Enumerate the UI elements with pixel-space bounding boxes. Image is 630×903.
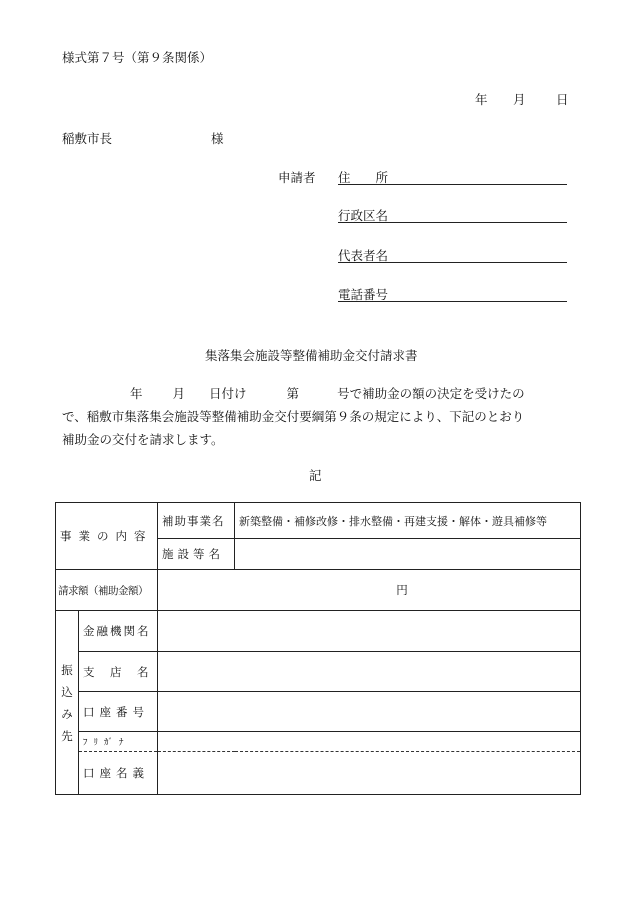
facility-name-label: 施設等名 — [158, 539, 235, 570]
addressee-honorific: 様 — [211, 131, 224, 146]
body-paragraph — [62, 382, 574, 451]
account-holder-value[interactable] — [158, 752, 581, 795]
transfer-destination-label — [56, 611, 79, 795]
branch-name-label: 支 店 名 — [79, 652, 158, 692]
date-year: 年 — [475, 92, 488, 107]
account-number-label: 口座番号 — [79, 692, 158, 732]
district-label: 行政区名 — [338, 208, 389, 223]
body-line-1 — [62, 382, 574, 405]
ki-heading: 記 — [309, 468, 322, 483]
request-amount-label: 請求額（補助金額） — [56, 570, 158, 611]
body-dated: 日付け — [209, 386, 247, 401]
business-content-label: 事業の内容 — [56, 503, 158, 570]
body-line-2: で、稲敷市集落集会施設等整備補助金交付要綱第９条の規定により、下記のとおり — [62, 409, 525, 424]
body-year: 年 — [130, 386, 143, 401]
transfer-char: 振 — [61, 662, 73, 677]
form-number: 様式第７号（第９条関係） — [62, 50, 213, 65]
district-field[interactable] — [338, 206, 567, 223]
transfer-char: 込 — [61, 684, 73, 699]
furigana-value[interactable] — [158, 732, 581, 752]
bank-name-value[interactable] — [158, 611, 581, 652]
body-month: 月 — [172, 386, 186, 401]
applicant-label: 申請者 — [278, 170, 316, 185]
phone-field[interactable] — [338, 285, 567, 302]
branch-name-value[interactable] — [158, 652, 581, 692]
yen-unit: 円 — [396, 583, 408, 597]
bank-name-label: 金融機関名 — [79, 611, 158, 652]
address-label: 住 所 — [338, 170, 389, 185]
document-title: 集落集会施設等整備補助金交付請求書 — [205, 348, 418, 363]
body-dai: 第 — [286, 386, 300, 401]
representative-field[interactable] — [338, 246, 567, 263]
date-day: 日 — [556, 92, 569, 107]
request-amount-value[interactable] — [158, 570, 581, 611]
body-line1-end: 号で補助金の額の決定を受けたの — [337, 386, 525, 401]
transfer-char: 先 — [61, 728, 73, 743]
address-field[interactable] — [338, 168, 567, 185]
phone-label: 電話番号 — [338, 287, 389, 302]
account-holder-label: 口座名義 — [79, 752, 158, 795]
account-number-value[interactable] — [158, 692, 581, 732]
subsidy-project-label: 補助事業名 — [158, 503, 235, 539]
request-table — [55, 502, 581, 795]
addressee-name: 稲敷市長 — [62, 131, 113, 146]
date-month: 月 — [513, 92, 526, 107]
transfer-char: み — [61, 706, 73, 721]
body-line-3: 補助金の交付を請求します。 — [62, 432, 224, 447]
furigana-label: ﾌﾘｶﾞﾅ — [79, 732, 158, 752]
subsidy-project-value[interactable]: 新築整備・補修改修・排水整備・再建支援・解体・遊具補修等 — [235, 503, 581, 539]
facility-name-value[interactable] — [235, 539, 581, 570]
representative-label: 代表者名 — [338, 248, 389, 263]
